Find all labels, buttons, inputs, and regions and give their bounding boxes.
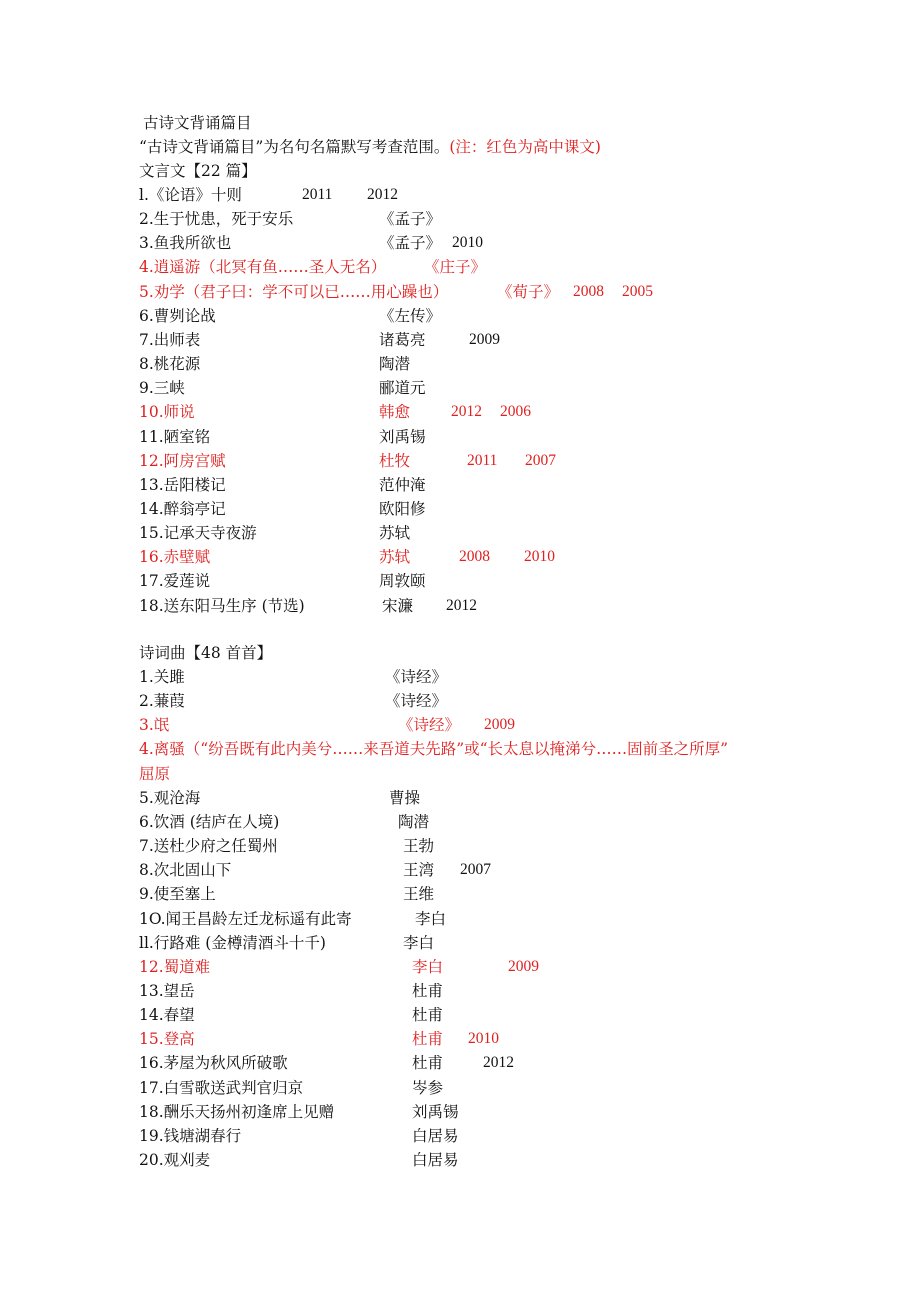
item-author: 白居易: [412, 1126, 459, 1145]
item-author: 《庄子》: [424, 258, 487, 277]
item-title: 3.鱼我所欲也: [139, 234, 232, 253]
intro-note: (注：红色为高中课文): [449, 138, 601, 156]
item-title: 2.生于忧患，死于安乐: [139, 210, 294, 229]
item-title: 3.氓: [139, 716, 170, 735]
item-year: 2011: [302, 186, 333, 203]
item-author: 苏轼: [379, 548, 411, 567]
item-year: 2011: [467, 451, 498, 469]
item-title: 5.观沧海: [139, 788, 201, 807]
item-author: 《诗经》: [385, 692, 448, 711]
item-title: 6.饮酒 (结庐在人境): [139, 812, 280, 831]
item-author: 白居易: [412, 1151, 459, 1169]
item-title: l.《论语》十则: [139, 186, 242, 204]
item-author: 王维: [403, 885, 435, 904]
item-author: 《孟子》: [379, 234, 442, 253]
item-year: 2012: [367, 186, 398, 203]
item-year: 2010: [468, 1030, 499, 1048]
item-title: 16.赤壁赋: [139, 548, 211, 567]
item-title: 19.钱塘湖春行: [139, 1126, 242, 1145]
item-author: 刘禹锡: [379, 427, 426, 446]
item-year: 2006: [500, 403, 531, 421]
item-year: 2008: [573, 282, 604, 300]
item-author: 李白: [403, 933, 435, 952]
item-title: 7.送杜少府之任蜀州: [139, 837, 278, 856]
item-title: 4.逍遥游（北冥有鱼……圣人无名）: [139, 258, 387, 277]
item-title: 17.爱莲说: [139, 572, 211, 591]
item-author: 周敦颐: [379, 572, 426, 591]
item-title: 7.出师表: [139, 330, 201, 349]
item-author: 杜牧: [379, 451, 411, 470]
item-title: 8.次北固山下: [139, 861, 232, 880]
item-title: 1O.闻王昌龄左迁龙标遥有此寄: [139, 909, 352, 928]
item-title: 18.酬乐天扬州初逢席上见赠: [139, 1102, 335, 1121]
item-author: 诸葛亮: [379, 330, 426, 349]
item-title: 14.醉翁亭记: [139, 499, 226, 518]
item-author: 刘禹锡: [412, 1102, 459, 1121]
item-year: 2009: [469, 330, 500, 348]
item-year: 2012: [483, 1054, 514, 1072]
item-year: 2008: [459, 548, 490, 566]
item-title: 18.送东阳马生序 (节选): [139, 596, 305, 615]
section-heading-prose: 文言文【22 篇】: [139, 162, 257, 180]
item-author-wrapped: 屈原: [139, 764, 171, 783]
item-author: 《左传》: [379, 306, 442, 325]
item-title: 20.观刈麦: [139, 1151, 211, 1169]
item-author: 杜甫: [412, 981, 444, 1000]
item-author: 曹操: [389, 788, 421, 807]
item-author: 杜甫: [412, 1030, 444, 1049]
item-author: 陶潜: [379, 355, 411, 374]
intro-line: [139, 137, 601, 157]
item-year: 2007: [525, 451, 556, 469]
item-author: 杜甫: [412, 1054, 444, 1073]
item-author: 欧阳修: [379, 499, 426, 518]
item-title: 17.白雪歌送武判官归京: [139, 1078, 304, 1097]
item-title: 9.使至塞上: [139, 885, 216, 904]
item-author: 岑参: [412, 1078, 444, 1097]
item-year: 2010: [524, 548, 555, 566]
item-author: 李白: [415, 909, 447, 928]
item-year: 2007: [460, 861, 491, 879]
item-year: 2012: [451, 403, 482, 421]
item-year: 2009: [484, 716, 515, 734]
item-year: 2005: [622, 282, 653, 300]
item-author: 韩愈: [379, 403, 411, 422]
item-author: 李白: [412, 957, 444, 976]
item-title: ll.行路难 (金樽清酒斗十千): [139, 933, 326, 952]
item-title: 16.茅屋为秋风所破歌: [139, 1054, 288, 1073]
item-title: 15.记承天寺夜游: [139, 524, 257, 543]
item-author: 《孟子》: [379, 210, 442, 229]
item-title: 4.离骚（“纷吾既有此内美兮……来吾道夫先路”或“长太息以掩涕兮……固前圣之所厚”: [139, 740, 728, 759]
item-title: 15.登高: [139, 1030, 195, 1049]
item-title: 9.三峡: [139, 379, 185, 398]
item-title: 6.曹刿论战: [139, 306, 216, 325]
item-author: 苏轼: [379, 524, 411, 543]
item-title: 11.陋室铭: [139, 427, 211, 446]
item-author: 郦道元: [379, 379, 426, 398]
item-title: 14.春望: [139, 1006, 195, 1025]
page-title: 古诗文背诵篇目: [143, 114, 252, 132]
item-author: 范仲淹: [379, 475, 426, 494]
item-title: 2.蒹葭: [139, 692, 185, 711]
item-author: 王湾: [403, 861, 435, 880]
item-title: 12.蜀道难: [139, 957, 211, 976]
item-author: 《诗经》: [385, 668, 448, 686]
item-title: 12.阿房宫赋: [139, 451, 226, 470]
item-author: 《荀子》: [497, 282, 560, 301]
item-title: 13.望岳: [139, 981, 195, 1000]
item-title: 5.劝学（君子曰：学不可以已……用心躁也）: [139, 282, 449, 301]
item-author: 宋濂: [382, 596, 414, 615]
item-title: 10.师说: [139, 403, 195, 422]
item-title: 8.桃花源: [139, 355, 201, 374]
item-year: 2012: [446, 596, 477, 614]
item-title: 1.关雎: [139, 668, 185, 686]
intro-text: “古诗文背诵篇目”为名句名篇默写考查范围。: [139, 138, 450, 156]
item-author: 《诗经》: [398, 716, 461, 735]
section-heading-poetry: 诗词曲【48 首首】: [139, 644, 273, 662]
item-title: 13.岳阳楼记: [139, 475, 226, 494]
item-author: 王勃: [403, 837, 435, 856]
item-author: 杜甫: [412, 1006, 444, 1025]
item-year: 2010: [452, 234, 483, 252]
item-year: 2009: [508, 957, 539, 975]
item-author: 陶潜: [398, 812, 430, 831]
